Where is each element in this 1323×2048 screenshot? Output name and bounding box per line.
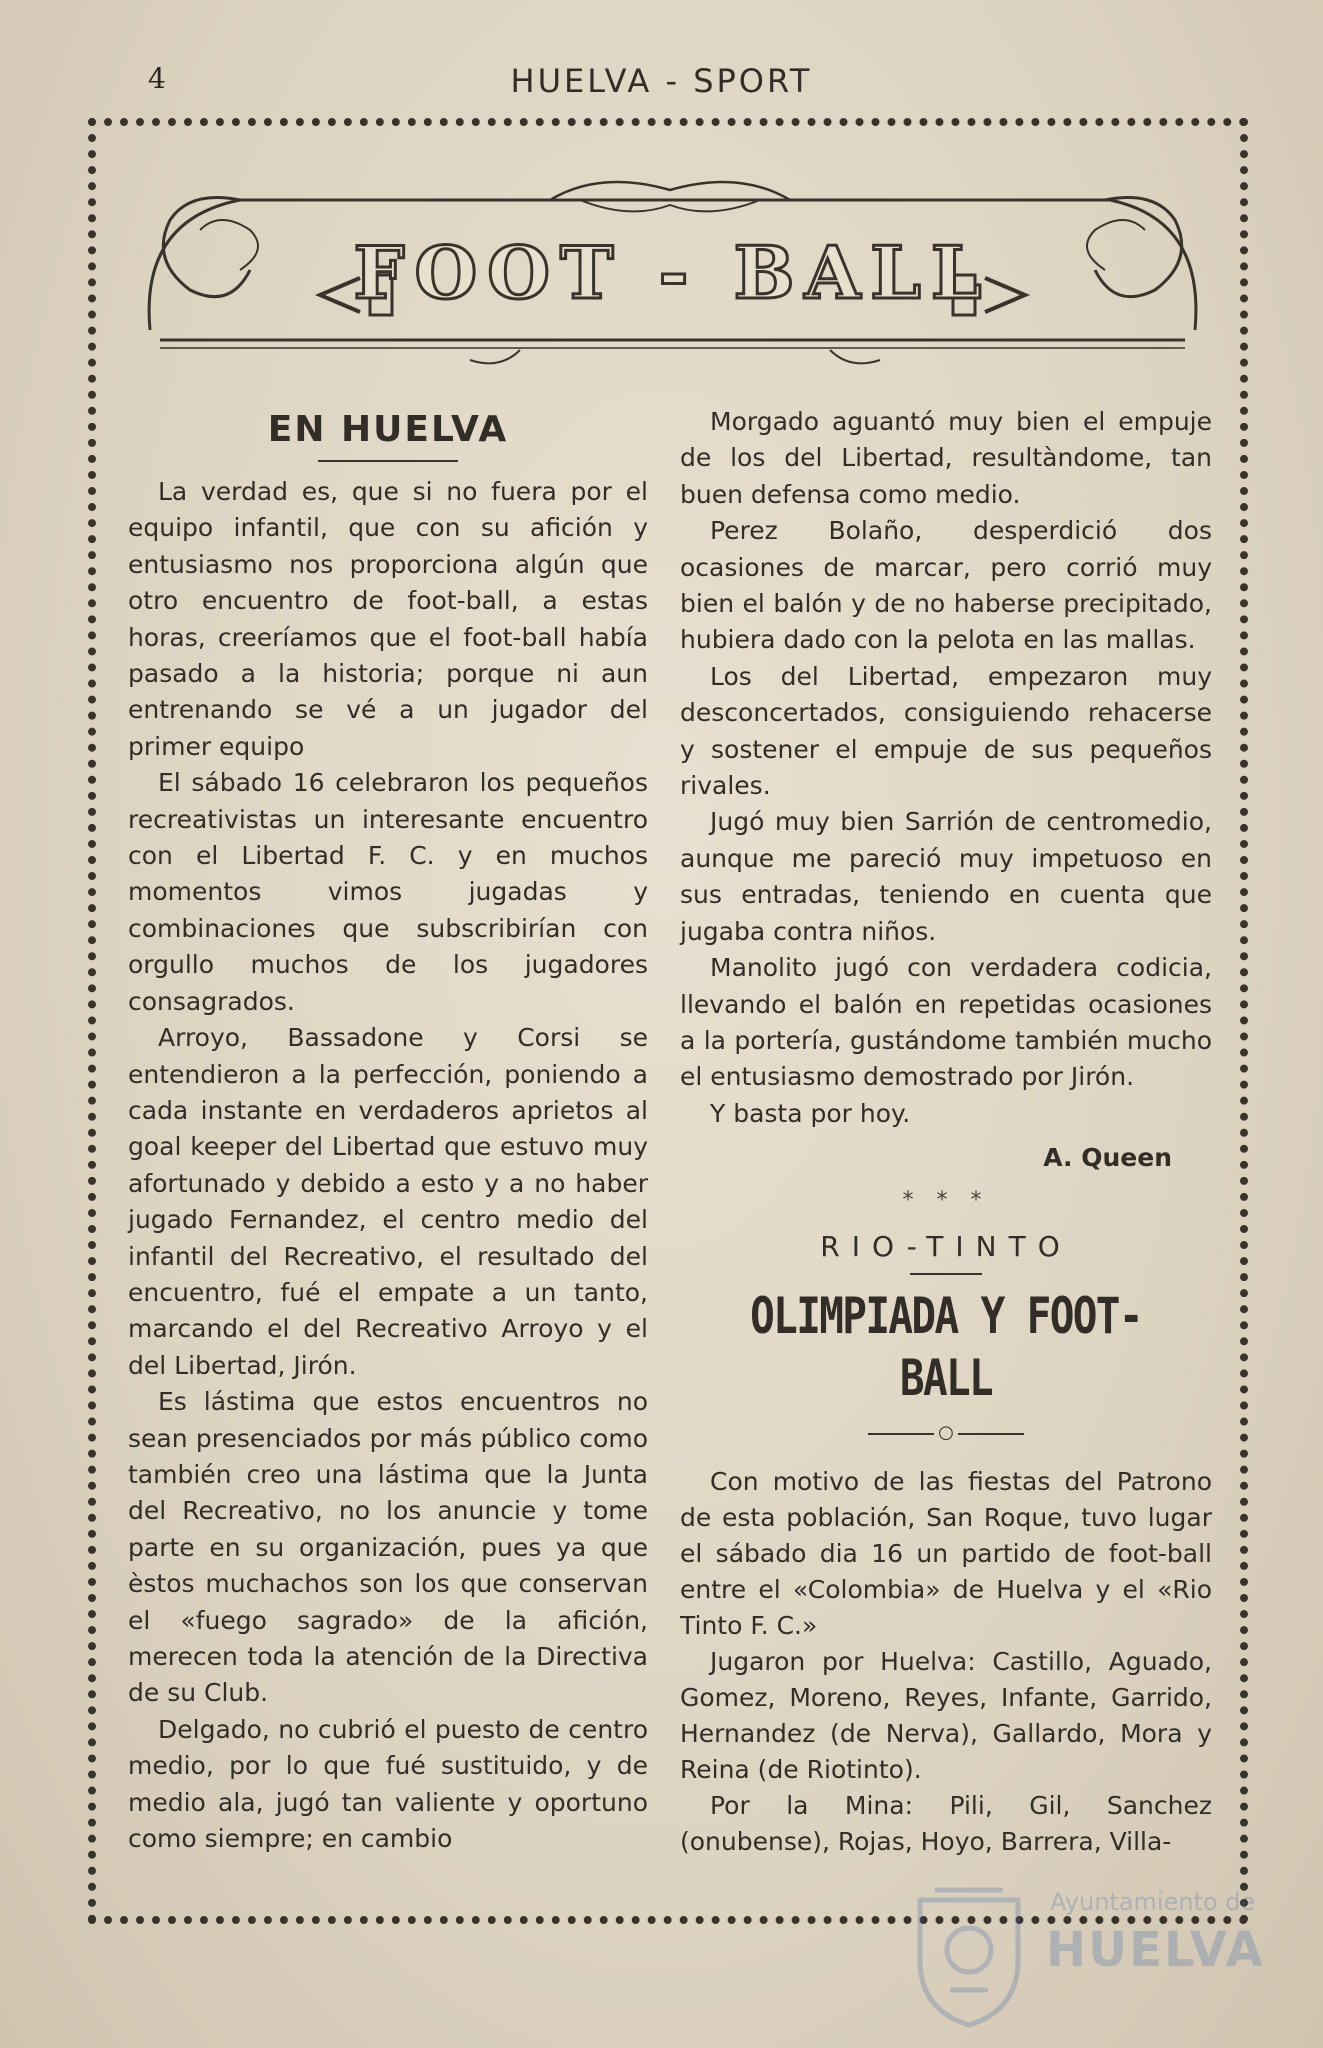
heading-rule <box>318 460 458 462</box>
author-signature: A. Queen <box>1043 1143 1172 1173</box>
paragraph: Delgado, no cubrió el puesto de centro medio, por lo que fué sustituido, y de medio ala, jugó tan valiente y oportuno como siempre; en cambio <box>128 1714 648 1854</box>
subheading-rio-tinto: RIO-TINTO <box>820 1229 1072 1263</box>
paragraph: Arroyo, Bassadone y Corsi se entendieron a la perfección, poniendo a cada instante en verdaderos aprietos al goal keeper del Libertad que estuvo muy afortunado y debido a esto y a no haber jugado Fernandez, el centro medio del infantil del Recreativo, el resultado del encuentro, fué el empate a un tanto, marcando el del Recreativo Arroyo y el del Libertad, Jirón. <box>128 1023 648 1380</box>
paragraph: Y basta por hoy. <box>710 1098 911 1128</box>
watermark-line1: Ayuntamiento de <box>1050 1888 1256 1916</box>
section-heading-en-huelva: EN HUELVA <box>267 409 509 450</box>
paragraph: Perez Bolaño, desperdició dos ocasiones de marcar, pero corrió muy bien el balón y de no haberse precipitado, hubiera dado con la pelota en las mallas. <box>680 516 1212 655</box>
running-header <box>0 62 1323 102</box>
paragraph: Es lástima que estos encuentros no sean presenciados por más público como también creo una lástima que la Junta del Recreativo, no los anuncie y tome parte en su organización, pues ya que èstos muchachos son los que conservan el «fuego sagrado» de la afición, merecen toda la atención de la Directiva de su Club. <box>128 1387 648 1708</box>
paragraph: Los del Libertad, empezaron muy desconcertados, consiguiendo rehacerse y sostener el empuje de sus pequeños rivales. <box>680 661 1212 801</box>
paragraph: Jugaron por Huelva: Castillo, Aguado, Gomez, Moreno, Reyes, Infante, Garrido, Hernandez (de Nerva), Gallardo, Mora y Reina (de Riotinto). <box>680 1646 1212 1784</box>
city-shield-icon <box>910 1880 1028 2030</box>
section-banner <box>130 160 1215 380</box>
paragraph: Por la Mina: Pili, Gil, Sanchez (onubense), Rojas, Hoyo, Barrera, Villa- <box>680 1790 1212 1856</box>
circle-ornament-icon: ○ <box>938 1422 954 1444</box>
paragraph: Jugó muy bien Sarrión de centromedio, aunque me pareció muy impetuoso en sus entradas, teniendo en cuenta que jugaba contra niños. <box>680 807 1212 946</box>
page-number: 4 <box>148 62 167 95</box>
ornamental-rule <box>680 1415 1212 1451</box>
left-column <box>128 404 648 1857</box>
banner-title: FOOT - BALL <box>353 230 992 315</box>
masthead: HUELVA - SPORT <box>510 62 813 100</box>
headline-olimpiada: OLIMPIADA Y FOOT-BALL <box>750 1287 1142 1408</box>
right-column <box>680 404 1212 1860</box>
rule-line <box>868 1433 934 1435</box>
paragraph: Con motivo de las fiestas del Patrono de esta población, San Roque, tuvo lugar el sábado dia 16 un partido de foot-ball entre el «Colombia» de Huelva y el «Rio Tinto F. C.» <box>680 1466 1212 1640</box>
paragraph: El sábado 16 celebraron los pequeños recreativistas un interesante encuentro con el Libertad F. C. y en muchos momentos vimos jugadas y combinaciones que subscribirían con orgullo muchos de los jugadores consagrados. <box>128 768 648 1016</box>
rule-line <box>958 1433 1024 1435</box>
paragraph: Morgado aguantó muy bien el empuje de los del Libertad, resultàndome, tan buen defensa como medio. <box>680 407 1212 509</box>
archive-watermark <box>910 1880 1290 2040</box>
watermark-line2: HUELVA <box>1046 1922 1265 1978</box>
paragraph: La verdad es, que si no fuera por el equipo infantil, que con su afición y entusiasmo nos proporciona algún que otro encuentro de foot-ball, a estas horas, creeríamos que el foot-ball había pasado a la historia; porque ni aun entrenando se vé a un jugador del primer equipo <box>128 477 648 761</box>
section-separator: * * * <box>902 1187 990 1213</box>
paragraph: Manolito jugó con verdadera codicia, llevando el balón en repetidas ocasiones a la portería, gustándome también mucho el entusiasmo demostrado por Jirón. <box>680 953 1212 1092</box>
subheading-rule <box>910 1273 982 1275</box>
